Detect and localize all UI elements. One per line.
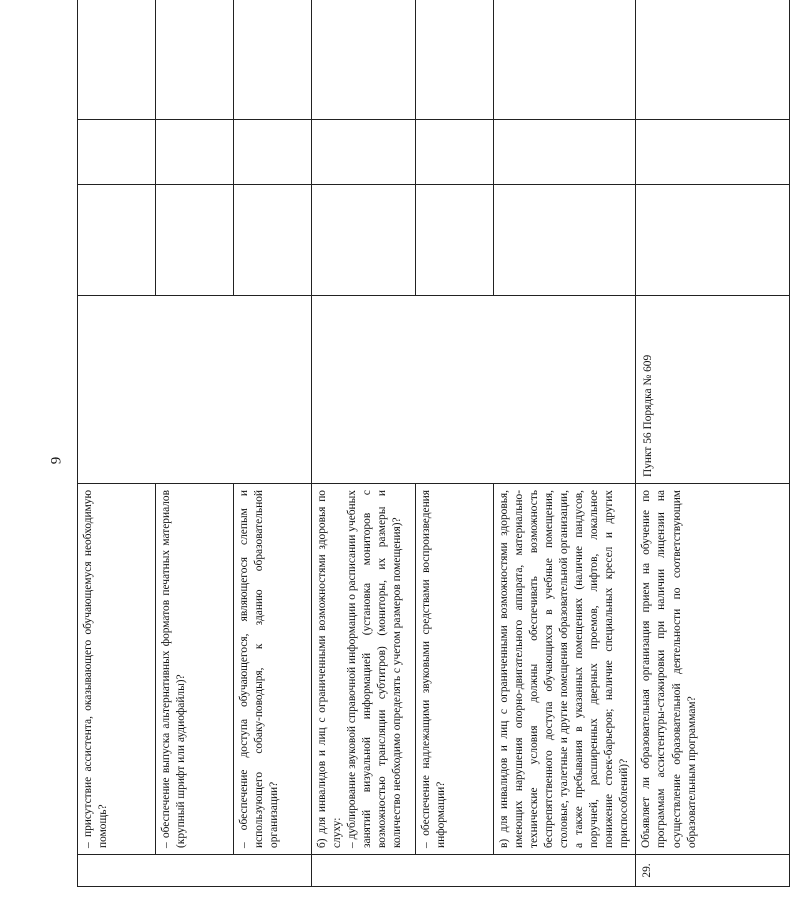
- criterion-text: – присутствие ассистента, оказывающего обучающемуся необходимую помощь?: [82, 490, 110, 848]
- answer-cell: [494, 185, 636, 296]
- answer-cell: [234, 185, 312, 296]
- answer-cell: [78, 0, 156, 120]
- answer-cell: [234, 0, 312, 120]
- answer-cell: [416, 120, 494, 185]
- answer-cell: [156, 0, 234, 120]
- criterion-cell: [636, 484, 790, 855]
- criterion-cell: [494, 484, 636, 855]
- criterion-cell: [312, 484, 416, 855]
- criterion-text: Объявляет ли образовательная организация прием на обучение по программам ассистентуры-стажировки при наличии лицензии на осуществление образовательной деятельности по соответствующим образовательным программам?: [640, 490, 698, 848]
- answer-cell: [494, 0, 636, 120]
- criterion-text: – обеспечение надлежащими звуковыми средствами воспроизведения информации?: [420, 490, 448, 848]
- answer-cell: [78, 185, 156, 296]
- answer-cell: [234, 120, 312, 185]
- answer-cell: [636, 0, 790, 120]
- criterion-text: – обеспечение доступа обучающегося, являющегося слепым и использующего собаку-поводыря, к зданию образовательной организации?: [238, 490, 281, 848]
- answer-cell: [416, 185, 494, 296]
- answer-cell: [312, 185, 416, 296]
- answer-cell: [156, 185, 234, 296]
- criterion-cell: [78, 484, 156, 855]
- page-number: 9: [48, 456, 65, 465]
- checklist-table: [77, 67, 698, 887]
- table-row: [312, 0, 416, 887]
- criterion-text: – обеспечение выпуска альтернативных форматов печатных материалов (крупный шрифт или аудиофайлы)?: [160, 490, 188, 848]
- reference-cell: [312, 296, 636, 484]
- criterion-text: б) для инвалидов и лиц с ограниченными возможностями здоровья по слуху: – дублирование звуковой справочной информации о расписании учебных занятий визуальной информацией (установка мониторов с возможностью трансляции субтитров) (мониторы, их размеры и количество необходимо определять с учетом размеров помещения)?: [316, 490, 404, 848]
- table-row: [636, 0, 790, 887]
- answer-cell: [156, 120, 234, 185]
- answer-cell: [494, 120, 636, 185]
- criterion-cell: [234, 484, 312, 855]
- reference-text: Пункт 56 Порядка № 609: [642, 354, 655, 477]
- row-number-cell: [78, 855, 312, 887]
- criterion-text: в) для инвалидов и лиц с ограниченными возможностями здоровья, имеющих нарушения опорно-двигательного аппарата, материально-технические условия должны обеспечивать возможность беспрепятственного доступа обучающихся в учебные помещения, столовые, туалетные и другие помещения образовательной организации, а также пребывания в указанных помещениях (наличие пандусов, поручней, расширенных дверных проемов, лифтов, локальное понижение стоек-барьеров; наличие специальных кресел и других приспособлений)?: [498, 490, 631, 848]
- criterion-cell: [156, 484, 234, 855]
- reference-cell: [78, 296, 312, 484]
- reference-cell: [636, 296, 790, 484]
- answer-cell: [312, 120, 416, 185]
- answer-cell: [312, 0, 416, 120]
- answer-cell: [636, 120, 790, 185]
- criterion-cell: [416, 484, 494, 855]
- answer-cell: [636, 185, 790, 296]
- table-row: [78, 0, 156, 887]
- answer-cell: [78, 120, 156, 185]
- answer-cell: [416, 0, 494, 120]
- row-number-cell: [312, 855, 636, 887]
- row-number-cell: 29.: [636, 855, 790, 887]
